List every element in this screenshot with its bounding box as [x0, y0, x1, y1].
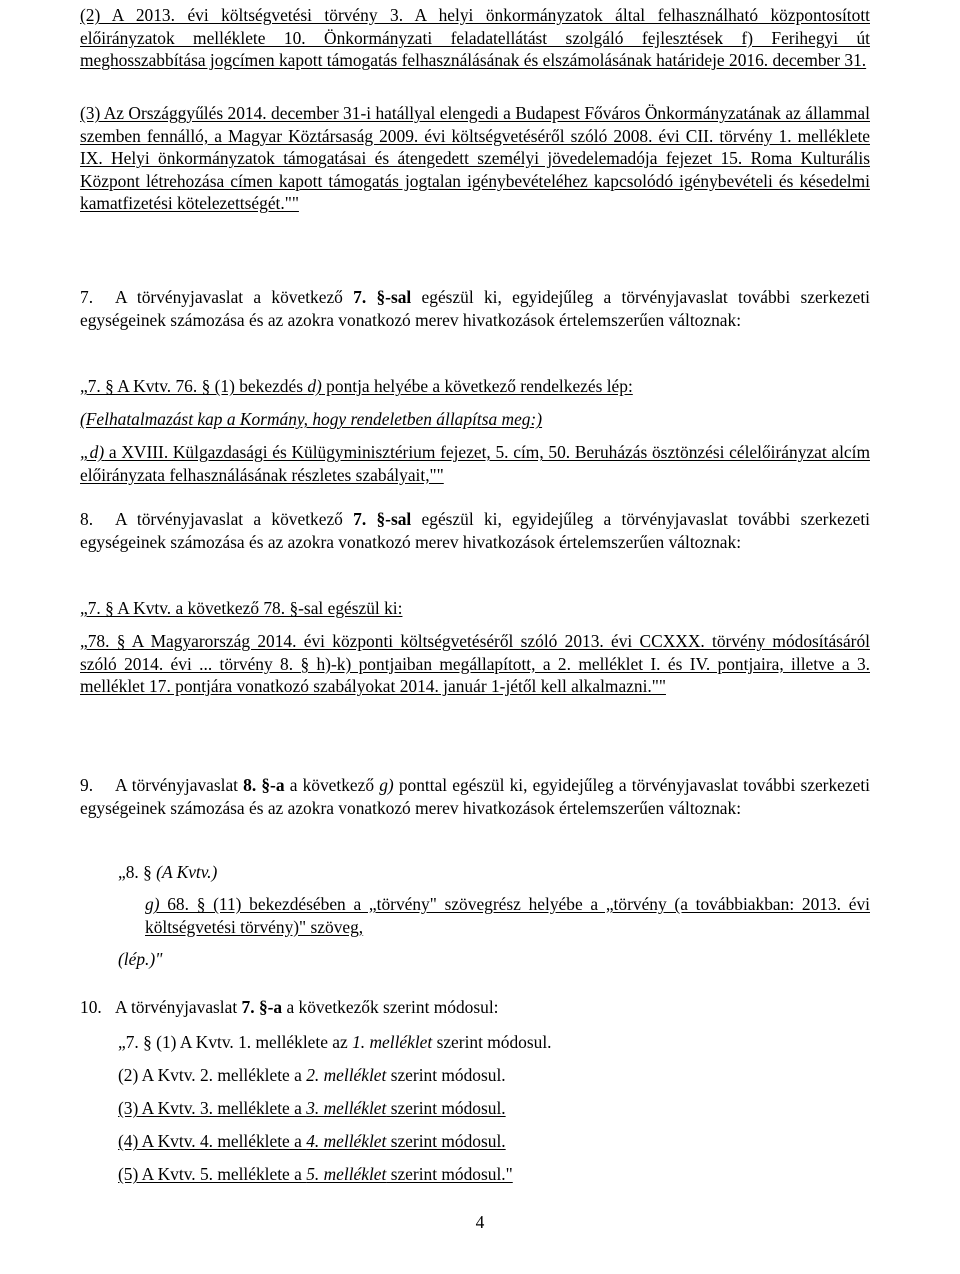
- item-9-post: ponttal egészül ki, egyidejűleg a törvényjavaslat további szerkezeti egységeinek számozása és az azokra vonatkozó merev hivatkozások értelemszerűen változnak:: [80, 775, 870, 818]
- item-10-l5a: (5) A Kvtv. 5. melléklete a: [118, 1164, 307, 1184]
- item-10-l5b: 5. melléklet: [306, 1164, 387, 1184]
- item-10-l5c: szerint módosul.": [386, 1164, 513, 1184]
- item-8-q2-text: „78. § A Magyarország 2014. évi központi költségvetéséről szóló 2013. évi CCXXX. törvény módosításáról szóló 2014. évi ... törvény 8. § h)-k) pontjaiban megállapított, a 2. melléklet I. és IV. pontjaira, illetve a 3. melléklet 17. pontjára vonatkozó szabályokat 2014. január 1-jétől kell alkalmazni."": [80, 631, 870, 696]
- item-10-l3c: szerint módosul.: [386, 1098, 506, 1118]
- item-9-quote-3: [118, 948, 870, 971]
- item-8-bold: 7. §-sal: [353, 509, 412, 529]
- item-10-line-5: [118, 1163, 870, 1186]
- item-7-bold: 7. §-sal: [353, 287, 412, 307]
- item-8-number: 8.: [80, 509, 94, 529]
- item-7: [80, 286, 870, 331]
- item-9-pre: A törvényjavaslat: [115, 775, 244, 795]
- item-9-bold: 8. §-a: [243, 775, 285, 795]
- item-10-l2c: szerint módosul.: [386, 1065, 506, 1085]
- item-9-italic: g): [379, 775, 394, 795]
- item-8-post: egészül ki, egyidejűleg a törvényjavaslat további szerkezeti egységeinek számozása és az azokra vonatkozó merev hivatkozások értelemszerűen változnak:: [80, 509, 870, 552]
- item-10-l4a: (4) A Kvtv. 4. melléklete a: [118, 1131, 307, 1151]
- item-7-q3-text: a XVIII. Külgazdasági és Külügyminisztérium fejezet, 5. cím, 50. Beruházás ösztönzési célelőirányzat alcím előirányzata felhasználásának részletes szabályait,"": [80, 442, 870, 485]
- item-9-q2-italic: g): [145, 894, 160, 914]
- item-9-quote-1: [118, 861, 870, 884]
- item-10-l1c: szerint módosul.: [432, 1032, 552, 1052]
- item-10-l1a: „7. § (1) A Kvtv. 1. melléklete az: [118, 1032, 353, 1052]
- item-7-q1-italic: d): [307, 376, 322, 396]
- item-10-l4c: szerint módosul.: [386, 1131, 506, 1151]
- item-8-quote-2: [80, 630, 870, 698]
- item-9-q2-text: 68. § (11) bekezdésében a „törvény" szövegrész helyébe a „törvény (a továbbiakban: 2013. évi költségvetési törvény)" szöveg,: [145, 894, 870, 937]
- paragraph-3-text: (3) Az Országgyűlés 2014. december 31-i hatállyal elengedi a Budapest Főváros Önkormányzatának az állammal szemben fennálló, a Magyar Köztársaság 2009. évi költségvetéséről szóló 2008. évi CII. törvény 1. melléklete IX. Helyi önkormányzatok támogatásai és átengedett személyi jövedelemadója fejezet 15. Roma Kulturális Központ létrehozása címen kapott támogatás jogtalan igénybevételéhez kapcsolódó igénybevételi és késedelmi kamatfizetési kötelezettségét."": [80, 103, 870, 213]
- item-8-q1-text: „7. § A Kvtv. a következő 78. §-sal egészül ki:: [80, 598, 403, 618]
- item-7-quote-2: [80, 408, 870, 431]
- item-10-l2b: 2. melléklet: [306, 1065, 387, 1085]
- item-8: [80, 508, 870, 553]
- item-9-q3-text: (lép.)": [118, 949, 163, 969]
- paragraph-3: [80, 102, 870, 215]
- item-10-bold: 7. §-a: [241, 997, 283, 1017]
- item-10-l3b: 3. melléklet: [306, 1098, 387, 1118]
- item-10: [80, 996, 870, 1019]
- item-10-number: 10.: [80, 997, 102, 1017]
- item-7-q2-text: (Felhatalmazást kap a Kormány, hogy rendeletben állapítsa meg:): [80, 409, 543, 429]
- paragraph-2: [80, 4, 870, 72]
- item-10-line-2: [118, 1064, 870, 1087]
- item-10-l4b: 4. melléklet: [306, 1131, 387, 1151]
- item-10-line-3: [118, 1097, 870, 1120]
- item-7-quote-3: [80, 441, 870, 486]
- item-9-quote-2: [145, 893, 870, 938]
- item-10-line-1: [118, 1031, 870, 1054]
- page-number: 4: [475, 1212, 485, 1232]
- item-7-pre: A törvényjavaslat a következő: [115, 287, 354, 307]
- item-8-quote-1: [80, 597, 870, 620]
- item-10-pre: A törvényjavaslat: [115, 997, 242, 1017]
- item-7-q1-end: pontja helyébe a következő rendelkezés lép:: [321, 376, 633, 396]
- item-10-l1b: 1. melléklet: [352, 1032, 433, 1052]
- paragraph-2-text: (2) A 2013. évi költségvetési törvény 3. A helyi önkormányzatok által felhasználható központosított előirányzatok melléklete 10. Önkormányzati feladatellátást szolgáló fejlesztések f) Ferihegyi út meghosszabbítása jogcímen kapott támogatás felhasználásának és elszámolásának határideje 2016. december 31.: [80, 5, 870, 70]
- item-7-q1-text: „7. § A Kvtv. 76. § (1) bekezdés: [80, 376, 308, 396]
- item-9-number: 9.: [80, 775, 94, 795]
- item-7-post: egészül ki, egyidejűleg a törvényjavaslat további szerkezeti egységeinek számozása és az azokra vonatkozó merev hivatkozások értelemszerűen változnak:: [80, 287, 870, 330]
- item-9-q1a: „8. §: [118, 862, 157, 882]
- item-10-l3a: (3) A Kvtv. 3. melléklete a: [118, 1098, 307, 1118]
- item-9-q1b: (A Kvtv.): [156, 862, 218, 882]
- item-9-mid: a következő: [284, 775, 380, 795]
- item-10-line-4: [118, 1130, 870, 1153]
- item-7-quote-1: [80, 375, 870, 398]
- item-7-number: 7.: [80, 287, 94, 307]
- item-8-pre: A törvényjavaslat a következő: [115, 509, 354, 529]
- item-10-l2a: (2) A Kvtv. 2. melléklete a: [118, 1065, 307, 1085]
- item-10-post: a következők szerint módosul:: [282, 997, 499, 1017]
- item-9: [80, 774, 870, 819]
- item-7-q3-italic: „d): [80, 442, 105, 462]
